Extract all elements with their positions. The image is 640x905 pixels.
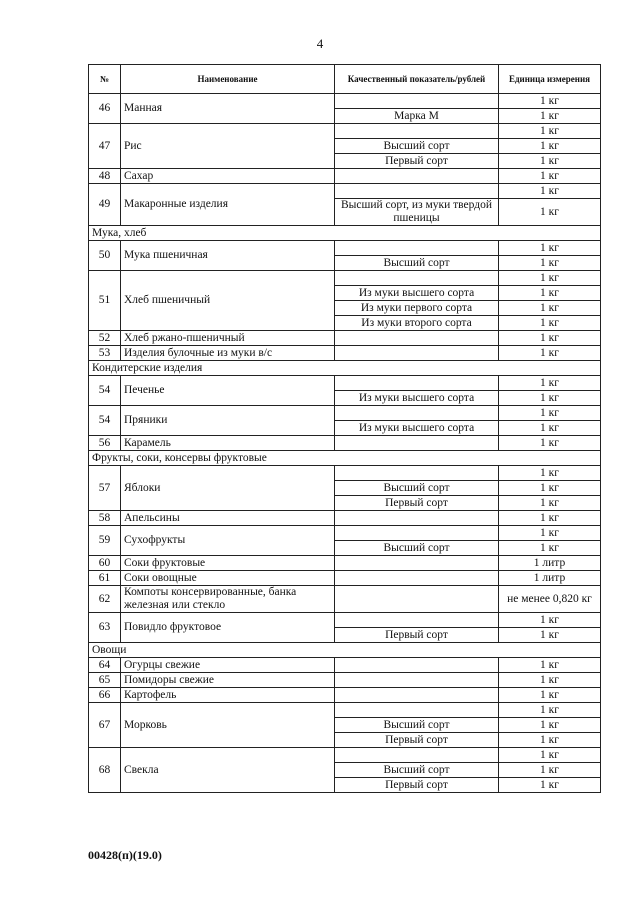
table-row bbox=[89, 94, 601, 109]
quality-cell: Первый сорт bbox=[335, 778, 499, 793]
table-row bbox=[89, 271, 601, 286]
item-name: Компоты консервированные, банка железная или стекло bbox=[121, 586, 335, 613]
item-name: Макаронные изделия bbox=[121, 184, 335, 226]
item-number: 52 bbox=[89, 331, 121, 346]
item-name: Рис bbox=[121, 124, 335, 169]
unit-cell: 1 кг bbox=[499, 376, 601, 391]
quality-cell: Первый сорт bbox=[335, 496, 499, 511]
quality-cell: Высший сорт bbox=[335, 256, 499, 271]
item-name: Печенье bbox=[121, 376, 335, 406]
table-row bbox=[89, 376, 601, 391]
unit-cell: 1 кг bbox=[499, 286, 601, 301]
item-name: Огурцы свежие bbox=[121, 658, 335, 673]
section-row bbox=[89, 451, 601, 466]
item-name: Изделия булочные из муки в/с bbox=[121, 346, 335, 361]
quality-cell bbox=[335, 271, 499, 286]
table-row bbox=[89, 556, 601, 571]
unit-cell: 1 кг bbox=[499, 703, 601, 718]
unit-cell: 1 кг bbox=[499, 688, 601, 703]
section-row bbox=[89, 226, 601, 241]
quality-cell bbox=[335, 346, 499, 361]
unit-cell: 1 кг bbox=[499, 139, 601, 154]
item-name: Мука пшеничная bbox=[121, 241, 335, 271]
table-row bbox=[89, 346, 601, 361]
quality-cell bbox=[335, 586, 499, 613]
item-name: Сахар bbox=[121, 169, 335, 184]
item-number: 57 bbox=[89, 466, 121, 511]
table-row bbox=[89, 241, 601, 256]
table-row bbox=[89, 673, 601, 688]
unit-cell: 1 кг bbox=[499, 733, 601, 748]
quality-cell bbox=[335, 556, 499, 571]
unit-cell: 1 кг bbox=[499, 184, 601, 199]
item-name: Сухофрукты bbox=[121, 526, 335, 556]
section-title: Мука, хлеб bbox=[89, 226, 601, 241]
table-row bbox=[89, 571, 601, 586]
unit-cell: 1 кг bbox=[499, 673, 601, 688]
unit-cell: не менее 0,820 кг bbox=[499, 586, 601, 613]
quality-cell bbox=[335, 184, 499, 199]
header-num: № bbox=[89, 65, 121, 94]
quality-cell: Высший сорт bbox=[335, 541, 499, 556]
unit-cell: 1 кг bbox=[499, 406, 601, 421]
quality-cell bbox=[335, 658, 499, 673]
item-number: 64 bbox=[89, 658, 121, 673]
item-number: 63 bbox=[89, 613, 121, 643]
item-name: Морковь bbox=[121, 703, 335, 748]
unit-cell: 1 кг bbox=[499, 154, 601, 169]
item-name: Свекла bbox=[121, 748, 335, 793]
item-number: 67 bbox=[89, 703, 121, 748]
unit-cell: 1 кг bbox=[499, 316, 601, 331]
item-name: Манная bbox=[121, 94, 335, 124]
quality-cell: Высший сорт bbox=[335, 481, 499, 496]
unit-cell: 1 кг bbox=[499, 169, 601, 184]
quality-cell bbox=[335, 688, 499, 703]
quality-cell: Из муки второго сорта bbox=[335, 316, 499, 331]
quality-cell bbox=[335, 331, 499, 346]
item-number: 59 bbox=[89, 526, 121, 556]
item-number: 50 bbox=[89, 241, 121, 271]
item-number: 46 bbox=[89, 94, 121, 124]
quality-cell bbox=[335, 94, 499, 109]
item-number: 60 bbox=[89, 556, 121, 571]
table-row bbox=[89, 511, 601, 526]
table-body bbox=[89, 94, 601, 793]
unit-cell: 1 кг bbox=[499, 94, 601, 109]
item-number: 53 bbox=[89, 346, 121, 361]
page-number: 4 bbox=[316, 36, 324, 51]
item-number: 54 bbox=[89, 406, 121, 436]
section-title: Овощи bbox=[89, 643, 601, 658]
item-name: Апельсины bbox=[121, 511, 335, 526]
table-row bbox=[89, 658, 601, 673]
section-row bbox=[89, 361, 601, 376]
unit-cell: 1 кг bbox=[499, 466, 601, 481]
table-row bbox=[89, 184, 601, 199]
quality-cell: Высший сорт bbox=[335, 139, 499, 154]
table-row bbox=[89, 331, 601, 346]
unit-cell: 1 кг bbox=[499, 658, 601, 673]
quality-cell: Высший сорт bbox=[335, 718, 499, 733]
unit-cell: 1 кг bbox=[499, 496, 601, 511]
unit-cell: 1 кг bbox=[499, 109, 601, 124]
item-number: 61 bbox=[89, 571, 121, 586]
item-number: 49 bbox=[89, 184, 121, 226]
quality-cell bbox=[335, 241, 499, 256]
item-name: Повидло фруктовое bbox=[121, 613, 335, 643]
item-number: 66 bbox=[89, 688, 121, 703]
item-number: 56 bbox=[89, 436, 121, 451]
quality-cell bbox=[335, 526, 499, 541]
item-name: Соки фруктовые bbox=[121, 556, 335, 571]
table-row bbox=[89, 406, 601, 421]
price-table bbox=[88, 64, 601, 793]
quality-cell: Высший сорт, из муки твердой пшеницы bbox=[335, 199, 499, 226]
unit-cell: 1 кг bbox=[499, 346, 601, 361]
unit-cell: 1 кг bbox=[499, 511, 601, 526]
item-name: Помидоры свежие bbox=[121, 673, 335, 688]
unit-cell: 1 кг bbox=[499, 763, 601, 778]
table-row bbox=[89, 526, 601, 541]
quality-cell bbox=[335, 124, 499, 139]
quality-cell bbox=[335, 703, 499, 718]
unit-cell: 1 кг bbox=[499, 199, 601, 226]
unit-cell: 1 кг bbox=[499, 301, 601, 316]
unit-cell: 1 кг bbox=[499, 541, 601, 556]
quality-cell bbox=[335, 673, 499, 688]
quality-cell bbox=[335, 748, 499, 763]
item-number: 62 bbox=[89, 586, 121, 613]
quality-cell bbox=[335, 406, 499, 421]
unit-cell: 1 кг bbox=[499, 241, 601, 256]
item-name: Соки овощные bbox=[121, 571, 335, 586]
unit-cell: 1 кг bbox=[499, 256, 601, 271]
item-number: 47 bbox=[89, 124, 121, 169]
quality-cell: Из муки высшего сорта bbox=[335, 391, 499, 406]
quality-cell: Первый сорт bbox=[335, 733, 499, 748]
table-row bbox=[89, 466, 601, 481]
header-quality: Качественный показатель/рублей bbox=[335, 65, 499, 94]
unit-cell: 1 кг bbox=[499, 748, 601, 763]
unit-cell: 1 кг bbox=[499, 778, 601, 793]
quality-cell: Высший сорт bbox=[335, 763, 499, 778]
item-name: Картофель bbox=[121, 688, 335, 703]
section-row bbox=[89, 643, 601, 658]
quality-cell: Из муки первого сорта bbox=[335, 301, 499, 316]
quality-cell bbox=[335, 511, 499, 526]
unit-cell: 1 кг bbox=[499, 391, 601, 406]
unit-cell: 1 литр bbox=[499, 571, 601, 586]
item-number: 54 bbox=[89, 376, 121, 406]
quality-cell: Первый сорт bbox=[335, 628, 499, 643]
table-row bbox=[89, 703, 601, 718]
quality-cell bbox=[335, 571, 499, 586]
section-title: Кондитерские изделия bbox=[89, 361, 601, 376]
item-number: 58 bbox=[89, 511, 121, 526]
item-name: Пряники bbox=[121, 406, 335, 436]
table-header-row bbox=[89, 65, 601, 94]
unit-cell: 1 кг bbox=[499, 481, 601, 496]
quality-cell: Марка М bbox=[335, 109, 499, 124]
quality-cell bbox=[335, 376, 499, 391]
unit-cell: 1 кг bbox=[499, 436, 601, 451]
section-title: Фрукты, соки, консервы фруктовые bbox=[89, 451, 601, 466]
table-row bbox=[89, 748, 601, 763]
quality-cell bbox=[335, 613, 499, 628]
table-row bbox=[89, 586, 601, 613]
unit-cell: 1 кг bbox=[499, 718, 601, 733]
table-row bbox=[89, 688, 601, 703]
quality-cell: Первый сорт bbox=[335, 154, 499, 169]
unit-cell: 1 кг bbox=[499, 628, 601, 643]
quality-cell bbox=[335, 169, 499, 184]
quality-cell bbox=[335, 466, 499, 481]
item-name: Хлеб пшеничный bbox=[121, 271, 335, 331]
quality-cell: Из муки высшего сорта bbox=[335, 421, 499, 436]
item-name: Яблоки bbox=[121, 466, 335, 511]
header-name: Наименование bbox=[121, 65, 335, 94]
document-code: 00428(п)(19.0) bbox=[88, 848, 162, 862]
item-number: 51 bbox=[89, 271, 121, 331]
item-number: 65 bbox=[89, 673, 121, 688]
quality-cell: Из муки высшего сорта bbox=[335, 286, 499, 301]
unit-cell: 1 кг bbox=[499, 124, 601, 139]
quality-cell bbox=[335, 436, 499, 451]
item-name: Хлеб ржано-пшеничный bbox=[121, 331, 335, 346]
table-row bbox=[89, 436, 601, 451]
table-row bbox=[89, 124, 601, 139]
unit-cell: 1 кг bbox=[499, 331, 601, 346]
unit-cell: 1 литр bbox=[499, 556, 601, 571]
header-unit: Единица измерения bbox=[499, 65, 601, 94]
unit-cell: 1 кг bbox=[499, 526, 601, 541]
table-row bbox=[89, 613, 601, 628]
unit-cell: 1 кг bbox=[499, 613, 601, 628]
unit-cell: 1 кг bbox=[499, 271, 601, 286]
table-row bbox=[89, 169, 601, 184]
item-name: Карамель bbox=[121, 436, 335, 451]
item-number: 48 bbox=[89, 169, 121, 184]
unit-cell: 1 кг bbox=[499, 421, 601, 436]
item-number: 68 bbox=[89, 748, 121, 793]
